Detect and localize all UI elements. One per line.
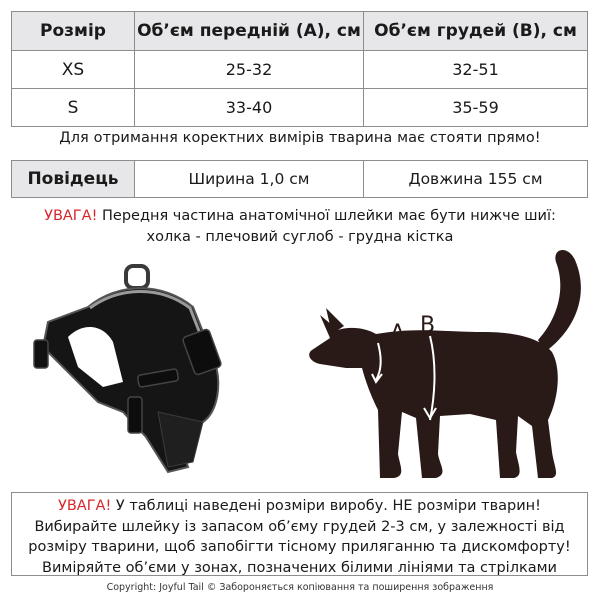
chest-volume-cell: 32-51 — [364, 51, 588, 89]
leash-length: Довжина 155 см — [364, 161, 588, 198]
warning-label: УВАГА! — [44, 208, 98, 224]
size-cell: S — [12, 89, 135, 127]
chest-volume-column-header: Об’єм грудей (В), см — [364, 12, 588, 51]
harness-photo — [28, 262, 268, 487]
size-table-header-row — [12, 12, 588, 51]
warning-box-label: УВАГА! — [58, 498, 112, 514]
label-a: A — [390, 321, 406, 346]
chest-volume-cell: 35-59 — [364, 89, 588, 127]
table-row — [12, 51, 588, 89]
copyright-text: Copyright: Joyful Tail © Забороняється копіювання та поширення зображення — [106, 582, 494, 593]
size-table — [11, 11, 588, 127]
warning-text-line1: Передня частина анатомічної шлейки має бути нижче шиї: — [97, 208, 556, 224]
size-cell: XS — [12, 51, 135, 89]
size-column-header: Розмір — [12, 12, 135, 51]
leash-width: Ширина 1,0 см — [135, 161, 364, 198]
leash-label: Повідець — [12, 161, 135, 198]
warning-box-line1: У таблиці наведені розміри виробу. НЕ розміри тварин! — [111, 498, 541, 514]
front-volume-cell: 33-40 — [135, 89, 364, 127]
warning-box-line3: розміру тварини, щоб запобігти тісному приляганню та дискомфорту! — [28, 539, 571, 555]
measure-note: Для отримання коректних вимірів тварина має стояти прямо! — [59, 130, 541, 146]
leash-table — [11, 160, 588, 198]
front-volume-cell: 25-32 — [135, 51, 364, 89]
warning-text-line2: холка - плечовий суглоб - грудна кістка — [146, 229, 454, 245]
warning-box — [11, 492, 588, 576]
warning-box-line4: Виміряйте об’єми у зонах, позначених білими лініями та стрілками — [42, 559, 557, 576]
table-row — [12, 89, 588, 127]
label-b: B — [420, 313, 436, 338]
warning-box-line2: Вибирайте шлейку із запасом об’єму грудей 2-3 см, у залежності від — [34, 518, 565, 535]
table-row — [12, 161, 588, 198]
cat-silhouette-diagram — [290, 240, 595, 490]
front-volume-column-header: Об’єм передній (А), см — [135, 12, 364, 51]
